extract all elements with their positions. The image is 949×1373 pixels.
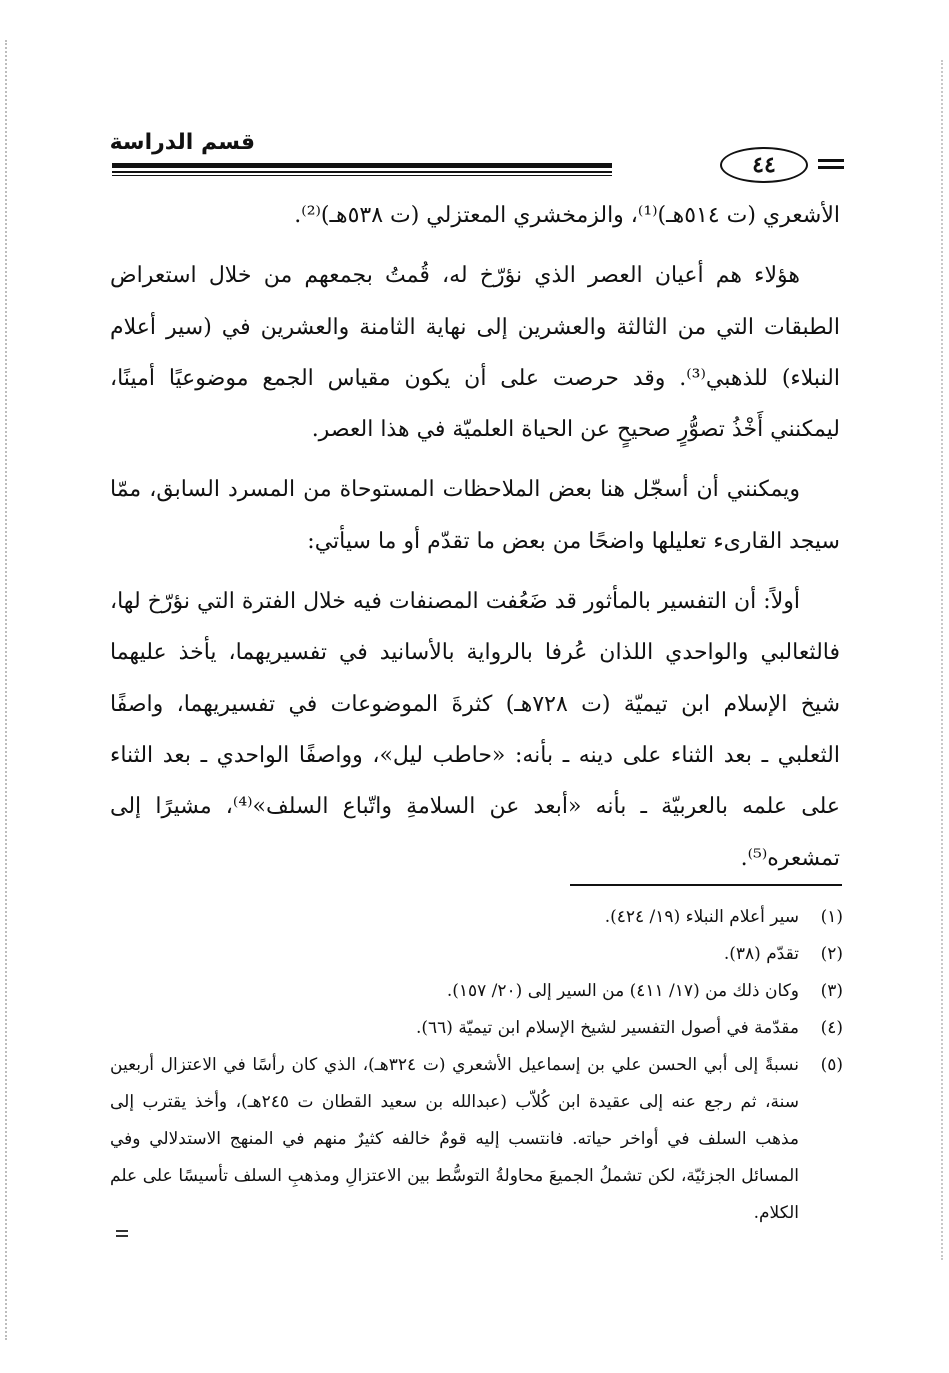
main-text: [110, 190, 840, 884]
scan-edge-left: [5, 40, 7, 1340]
header-rule-thin-2: [112, 175, 612, 176]
paragraph-observations: ويمكنني أن أسجّل هنا بعض الملاحظات المستوحاة من المسرد السابق، ممّا سيجد القارىء تعليلها واضحًا من بعض ما تقدّم أو ما سيأتي:: [110, 477, 840, 554]
page-number: ٤٤: [720, 147, 808, 183]
footnote-item: [110, 1047, 843, 1232]
footnote-number: (٥): [820, 1055, 843, 1075]
footnote-item: [110, 973, 843, 1010]
footnote-item: [110, 936, 843, 973]
footnote-number: (٤): [820, 1018, 843, 1038]
page-header: [100, 125, 845, 185]
paragraph-first-point: أولاً: أن التفسير بالمأثور قد ضَعُفت المصنفات فيه خلال الفترة التي نؤرّخ لها، فالثعالبي والواحدي اللذان عُرفا بالرواية بالأسانيد في تفسيريهما، يأخذ عليهما شيخ الإسلام ابن تيميّة (ت ٧٢٨هـ) كثرةَ الموضوعات في تفسيريهما، واصفًا الثعلبي ـ بعد الثناء على دينه ـ بأنه: «حاطب ليل»، وواصفًا الواحدي ـ بعد الثناء على علمه بالعربيّة ـ بأنه «أبعد عن السلامةِ واتّباع السلف»⁽⁴⁾، مشيرًا إلى تمشعره⁽⁵⁾.: [110, 589, 840, 871]
footnote-text: تقدّم (٣٨).: [723, 944, 799, 964]
header-rule-thin: [112, 171, 612, 173]
footnote-text: مقدّمة في أصول التفسير لشيخ الإسلام ابن تيميّة (٦٦).: [415, 1018, 799, 1038]
section-title: قسم الدراسة: [109, 130, 255, 155]
scan-edge-right: [941, 60, 943, 1260]
footnote-text: وكان ذلك من (١٧/ ٤١١) من السير إلى (٢٠/ ١٥٧).: [446, 981, 799, 1001]
footnote-separator: [570, 884, 842, 886]
footnote-text: سير أعلام النبلاء (١٩/ ٤٢٤).: [604, 907, 799, 927]
book-page: [100, 125, 845, 1255]
footnote-number: (٢): [820, 944, 843, 964]
footnote-text: نسبةً إلى أبي الحسن علي بن إسماعيل الأشعري (ت ٣٢٤هـ)، الذي كان رأسًا في الاعتزال أربعين سنة، ثم رجع عنه إلى عقيدة ابن كُلاّب (عبدالله بن سعيد القطان ت ٢٤٥هـ)، وأخذ يقترب إلى مذهب السلف في أواخر حياته. فانتسب إليه قومٌ خالفه كثيرٌ منهم في المنهج الاستدلالي وفي المسائل الجزئيّة، لكن تشملُ الجميعَ محاولةُ التوسُّط بين الاعتزالِ ومذهبِ السلف تأسيسًا على علم الكلام.: [110, 1055, 799, 1223]
footnote-number: (١): [820, 907, 843, 927]
header-ornament: [818, 159, 844, 173]
footnotes: [110, 899, 843, 1232]
footnote-item: [110, 1010, 843, 1047]
paragraph-continuation: الأشعري (ت ٥١٤هـ)⁽¹⁾، والزمخشري المعتزلي (ت ٥٣٨هـ)⁽²⁾.: [294, 203, 840, 228]
footnote-number: (٣): [820, 981, 843, 1001]
margin-mark: [116, 1230, 128, 1240]
header-rule-thick: [112, 163, 612, 168]
footnote-item: [110, 899, 843, 936]
paragraph-scholars: هؤلاء هم أعيان العصر الذي نؤرّخ له، قُمتُ بجمعهم من خلال استعراض الطبقات التي من الثالثة والعشرين إلى نهاية الثامنة والعشرين في (سير أعلام النبلاء) للذهبي⁽³⁾. وقد حرصت على أن يكون مقياس الجمع موضوعيًا أمينًا، ليمكنني أَخْذُ تصوُّرٍ صحيحٍ عن الحياة العلميّة في هذا العصر.: [110, 263, 841, 443]
